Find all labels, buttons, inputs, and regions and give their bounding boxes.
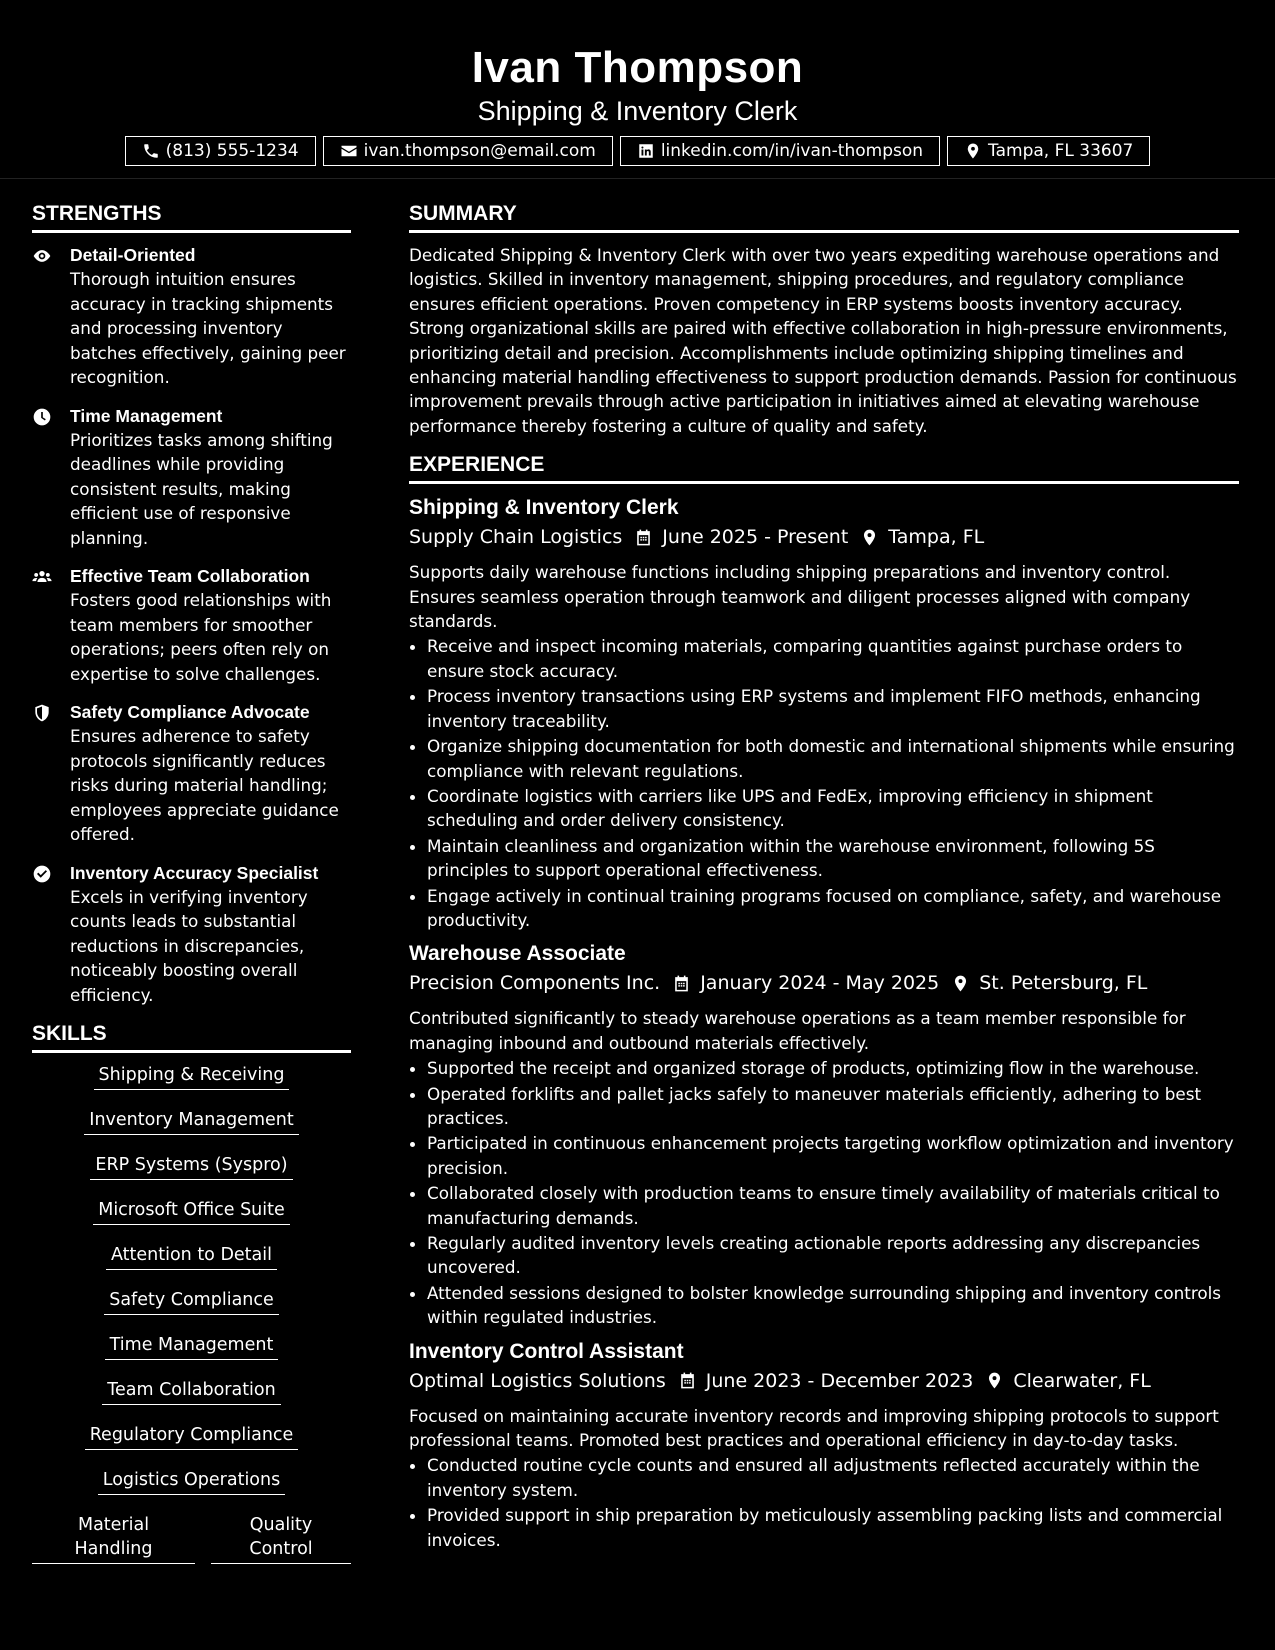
- job-bullet: • Provided support in ship preparation by meticulously assembling packing lists and commercial invoices.: [427, 1503, 1239, 1552]
- strength-item: [32, 564, 351, 686]
- contact-phone[interactable]: [125, 136, 316, 166]
- skill-tag: Time Management: [105, 1333, 279, 1360]
- job-location: Tampa, FL: [888, 526, 985, 549]
- envelope-icon: [340, 142, 358, 160]
- skill-tag: Attention to Detail: [106, 1243, 277, 1270]
- contact-bar: [0, 136, 1275, 166]
- strength-item: [32, 243, 351, 390]
- experience-heading: EXPERIENCE: [409, 452, 1239, 484]
- job-company: Supply Chain Logistics: [409, 526, 623, 549]
- strengths-heading: STRENGTHS: [32, 201, 351, 233]
- contact-location[interactable]: [947, 136, 1150, 166]
- job-bullet: • Attended sessions designed to bolster knowledge surrounding shipping and inventory controls within regulated industries.: [427, 1281, 1239, 1330]
- job-bullet: • Engage actively in continual training programs focused on compliance, safety, and warehouse productivity.: [427, 884, 1239, 933]
- job-dates: June 2023 - December 2023: [705, 1369, 974, 1392]
- check-circle-icon: [32, 864, 52, 884]
- strength-item: [32, 700, 351, 847]
- job-bullet: • Process inventory transactions using ERP systems and implement FIFO methods, enhancing inventory traceability.: [427, 684, 1239, 733]
- candidate-name: Ivan Thompson: [471, 43, 804, 92]
- job-title: Inventory Control Assistant: [409, 1339, 684, 1363]
- summary-text: Dedicated Shipping & Inventory Clerk with over two years expediting warehouse operations and logistics. Skilled in inventory management, shipping procedures, and regulatory compliance ensures efficient operations. Proven competency in ERP systems boosts inventory accuracy. Strong organizational skills are paired with effective collaboration in high-pressure environments, prioritizing detail and precision. Accomplishments include optimizing shipping timelines and enhancing material handling effectiveness to support production demands. Passion for continuous improvement prevails through active participation in initiatives aimed at elevating warehouse performance thereby fostering a culture of quality and safety.: [409, 245, 1237, 436]
- strength-desc: Excels in verifying inventory counts leads to substantial reductions in discrepancies, noticeably boosting overall efficiency.: [70, 886, 308, 1005]
- job-bullet: • Supported the receipt and organized storage of products, optimizing flow in the warehouse.: [427, 1056, 1239, 1080]
- job-meta: [409, 522, 1239, 552]
- left-column: [32, 179, 351, 1560]
- right-column: [409, 179, 1239, 1560]
- job-bullet: • Maintain cleanliness and organization within the warehouse environment, following 5S principles to support operational effectiveness.: [427, 834, 1239, 883]
- resume-body: [0, 179, 1275, 1560]
- job-title: Warehouse Associate: [409, 942, 626, 966]
- job-bullets: [409, 1056, 1239, 1329]
- calendar-icon: [672, 974, 691, 993]
- job-bullets: [409, 634, 1239, 932]
- candidate-title: Shipping & Inventory Clerk: [477, 96, 798, 126]
- calendar-icon: [678, 1371, 697, 1390]
- eye-icon: [32, 246, 52, 266]
- job-bullet: • Operated forklifts and pallet jacks safely to maneuver materials efficiently, adhering to best practices.: [427, 1082, 1239, 1131]
- strength-desc: Ensures adherence to safety protocols significantly reduces risks during material handling; employees appreciate guidance offered.: [70, 726, 339, 844]
- job-bullet: • Regularly audited inventory levels creating actionable reports addressing any discrepancies uncovered.: [427, 1231, 1239, 1280]
- job-dates: June 2025 - Present: [662, 526, 849, 549]
- clock-icon: [32, 407, 52, 427]
- job-bullet: • Collaborated closely with production teams to ensure timely availability of materials critical to manufacturing demands.: [427, 1181, 1239, 1230]
- skills-list: [32, 1063, 351, 1558]
- job-desc: Supports daily warehouse functions including shipping preparations and inventory control. Ensures seamless operation through teamwork and diligent processes aligned with company standards.: [409, 562, 1191, 632]
- skill-tag: Material Handling: [32, 1513, 195, 1564]
- skill-tag: ERP Systems (Syspro): [90, 1153, 292, 1180]
- job-meta: [409, 968, 1239, 998]
- job-bullet: • Organize shipping documentation for both domestic and international shipments while ensuring compliance with relevant regulations.: [427, 734, 1239, 783]
- strength-item: [32, 404, 351, 551]
- skill-tag: Safety Compliance: [104, 1288, 279, 1315]
- job-company: Precision Components Inc.: [409, 972, 661, 995]
- strength-title: Detail-Oriented: [70, 245, 196, 265]
- job-location: St. Petersburg, FL: [979, 972, 1148, 995]
- skill-tag: Logistics Operations: [98, 1468, 285, 1495]
- users-icon: [32, 567, 52, 587]
- job-bullet: • Participated in continuous enhancement projects targeting workflow optimization and inventory precision.: [427, 1131, 1239, 1180]
- job-bullet: • Conducted routine cycle counts and ensured all adjustments reflected accurately within the inventory system.: [427, 1453, 1239, 1502]
- job-bullet: • Receive and inspect incoming materials, comparing quantities against purchase orders to ensure stock accuracy.: [427, 634, 1239, 683]
- skill-tag: Microsoft Office Suite: [93, 1198, 290, 1225]
- strength-desc: Thorough intuition ensures accuracy in tracking shipments and processing inventory batches effectively, gaining peer recognition.: [70, 269, 346, 387]
- contact-linkedin-text: linkedin.com/in/ivan-thompson: [660, 141, 924, 161]
- job-company: Optimal Logistics Solutions: [409, 1369, 666, 1392]
- skill-tag: Inventory Management: [84, 1108, 298, 1135]
- contact-email[interactable]: [323, 136, 613, 166]
- strength-desc: Fosters good relationships with team members for smoother operations; peers often rely on expertise to solve challenges.: [70, 590, 332, 684]
- strength-item: [32, 861, 351, 1008]
- job-title: Shipping & Inventory Clerk: [409, 496, 679, 520]
- strength-title: Effective Team Collaboration: [70, 566, 310, 586]
- job-bullet: • Coordinate logistics with carriers like UPS and FedEx, improving efficiency in shipment scheduling and order delivery consistency.: [427, 784, 1239, 833]
- job-meta: [409, 1366, 1239, 1396]
- skill-tag: Team Collaboration: [102, 1378, 280, 1405]
- skills-heading: SKILLS: [32, 1021, 351, 1053]
- strength-title: Safety Compliance Advocate: [70, 702, 310, 722]
- strength-desc: Prioritizes tasks among shifting deadlines while providing consistent results, making efficient use of responsive planning.: [70, 429, 333, 548]
- strength-title: Inventory Accuracy Specialist: [70, 862, 319, 883]
- job-dates: January 2024 - May 2025: [700, 972, 940, 995]
- job-entry: [409, 1338, 1239, 1552]
- contact-linkedin[interactable]: [620, 136, 940, 166]
- contact-location-text: Tampa, FL 33607: [988, 141, 1134, 161]
- map-pin-icon: [951, 974, 970, 993]
- shield-icon: [32, 703, 52, 723]
- contact-phone-text: (813) 555-1234: [165, 141, 299, 161]
- job-entry: [409, 940, 1239, 1329]
- contact-email-text: ivan.thompson@email.com: [363, 141, 596, 161]
- calendar-icon: [634, 528, 653, 547]
- resume-header: [0, 0, 1275, 179]
- job-location: Clearwater, FL: [1013, 1369, 1151, 1392]
- linkedin-icon: [637, 142, 655, 160]
- job-entry: [409, 494, 1239, 932]
- phone-icon: [142, 142, 160, 160]
- skill-tag: Regulatory Compliance: [85, 1423, 299, 1450]
- map-pin-icon: [860, 528, 879, 547]
- job-desc: Focused on maintaining accurate inventory records and improving shipping protocols to support professional teams. Promoted best practices and operational efficiency in day-to-day tasks.: [409, 1405, 1219, 1451]
- skill-tag: Shipping & Receiving: [94, 1063, 290, 1090]
- job-desc: Contributed significantly to steady warehouse operations as a team member responsible for managing inbound and outbound materials effectively.: [409, 1008, 1186, 1053]
- skill-tag: Quality Control: [211, 1513, 351, 1564]
- job-bullets: [409, 1453, 1239, 1552]
- map-pin-icon: [985, 1371, 1004, 1390]
- summary-heading: SUMMARY: [409, 201, 1239, 233]
- strength-title: Time Management: [70, 405, 223, 426]
- map-pin-icon: [964, 142, 982, 160]
